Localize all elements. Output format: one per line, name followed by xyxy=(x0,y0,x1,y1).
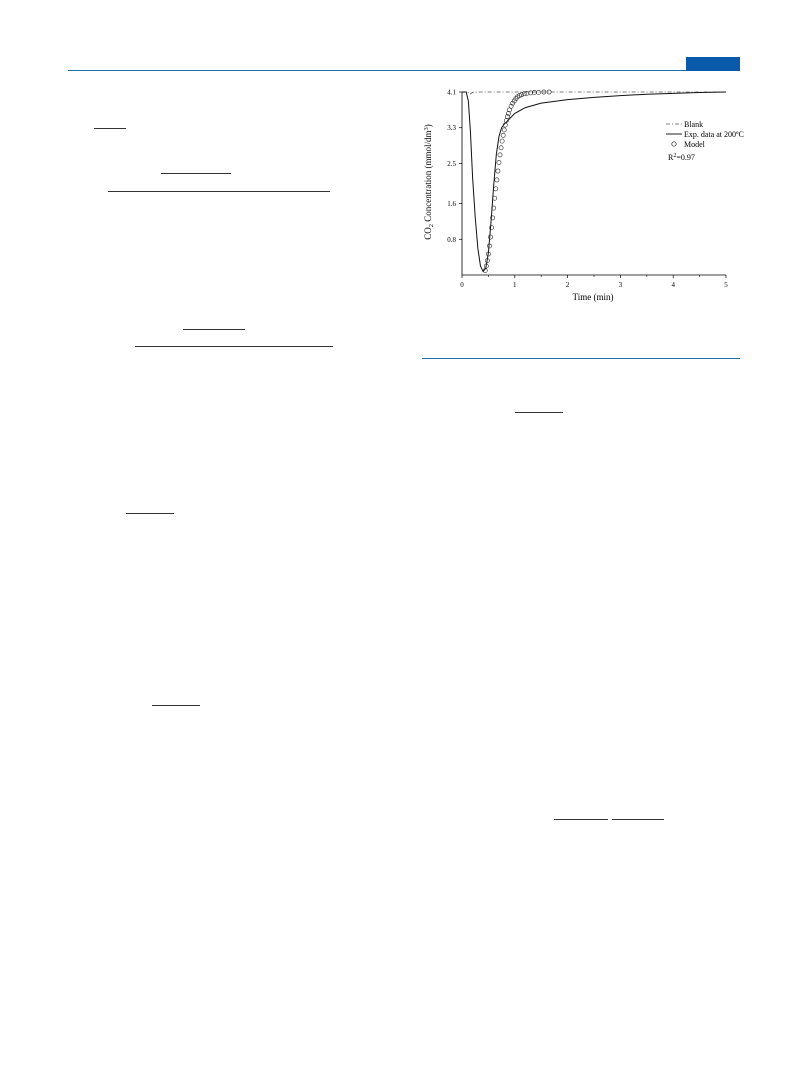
model-point xyxy=(494,187,498,191)
model-point xyxy=(495,178,499,182)
model-point xyxy=(496,169,500,173)
fraction-bar xyxy=(515,412,563,413)
model-point xyxy=(497,160,501,164)
legend-r2: $R^2=0.97$ xyxy=(668,153,695,162)
axes xyxy=(447,89,728,290)
series-layer xyxy=(462,90,726,273)
y-axis-label: $CO_2$ Concentration $(mmol/dm^3)$ xyxy=(423,124,435,240)
fraction-bar xyxy=(612,819,664,820)
experimental-series-line xyxy=(462,92,726,271)
model-point xyxy=(502,128,506,132)
fraction-bar xyxy=(108,191,330,192)
model-point xyxy=(500,139,504,143)
y-tick-label: 4.1 xyxy=(447,88,456,97)
x-tick-label: 2 xyxy=(565,281,570,289)
x-tick-label: 0 xyxy=(460,281,464,289)
legend-exp-label: Exp. data at 200ºC xyxy=(684,130,744,139)
fraction-bar xyxy=(135,346,333,347)
fraction-bar xyxy=(152,705,200,706)
x-tick-label: 4 xyxy=(671,281,675,289)
column-rule xyxy=(422,358,740,359)
legend-blank-label: Blank xyxy=(684,120,704,129)
model-point xyxy=(488,235,492,239)
legend xyxy=(666,120,744,162)
x-axis-label: Time (min) xyxy=(572,292,614,302)
co2-concentration-chart xyxy=(418,82,750,310)
fraction-bar xyxy=(161,173,231,174)
fraction-bar xyxy=(94,128,126,129)
model-point xyxy=(536,90,540,94)
legend-model-marker xyxy=(672,142,676,146)
x-tick-label: 1 xyxy=(513,281,517,289)
y-tick-label: 1.6 xyxy=(447,200,456,209)
x-tick-label: 3 xyxy=(618,281,623,289)
fraction-bar xyxy=(183,329,245,330)
header-color-block xyxy=(686,57,740,71)
model-point xyxy=(499,146,503,150)
header-rule xyxy=(68,70,740,71)
fraction-bar xyxy=(126,513,174,514)
x-tick-label: 5 xyxy=(724,281,728,289)
y-tick-label: 3.3 xyxy=(447,124,456,133)
legend-model-label: Model xyxy=(684,140,705,149)
model-point xyxy=(498,153,502,157)
y-tick-label: 0.8 xyxy=(447,235,456,244)
model-point xyxy=(501,133,505,137)
fraction-bar xyxy=(554,819,608,820)
model-point xyxy=(493,196,497,200)
y-tick-label: 2.5 xyxy=(447,159,456,168)
